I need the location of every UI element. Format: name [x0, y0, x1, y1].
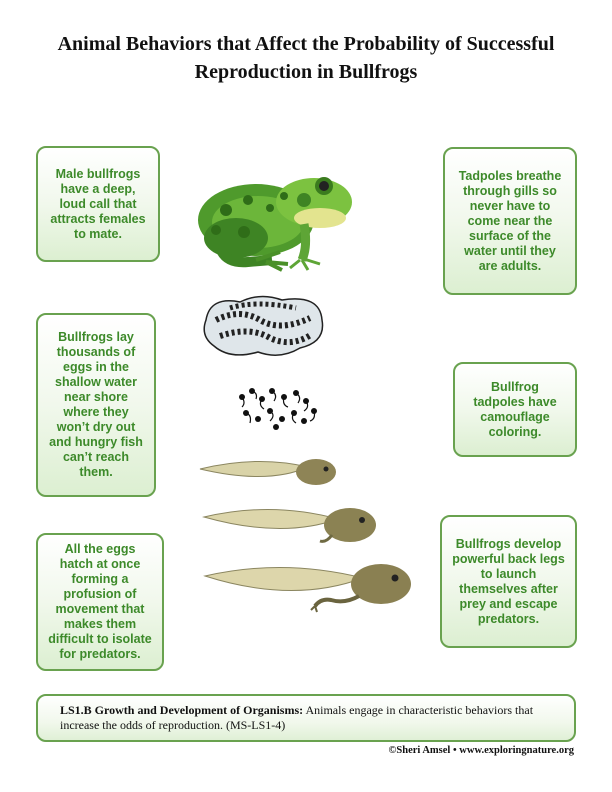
credit-line: ©Sheri Amsel • www.exploringnature.org — [388, 745, 574, 756]
box-male-call: Male bullfrogs have a deep, loud call that attracts females to mate. — [36, 146, 160, 262]
standard-box — [36, 694, 576, 742]
box-tadpole-camo: Bullfrog tadpoles have camouflage coloring. — [453, 362, 577, 457]
box-eggs-hatch: All the eggs hatch at once forming a profusion of movement that makes them difficult to isolate for predators. — [36, 533, 164, 671]
tadpole-small-illustration — [198, 455, 338, 489]
title-line-2: Reproduction in Bullfrogs — [194, 61, 418, 83]
tadpole-legs-illustration — [203, 558, 413, 614]
tadpole-medium-illustration — [202, 503, 378, 547]
box-back-legs: Bullfrogs develop powerful back legs to launch themselves after prey and escape predators. — [440, 515, 577, 648]
title-line-1: Animal Behaviors that Affect the Probability of Successful — [57, 33, 555, 55]
egg-mass-illustration — [200, 290, 328, 360]
bullfrog-illustration — [196, 160, 366, 272]
hatchlings-illustration — [234, 385, 320, 431]
box-tadpole-gills: Tadpoles breathe through gills so never have to come near the surface of the water until they are adults. — [443, 147, 577, 295]
page-title — [0, 30, 612, 86]
standard-code-title: LS1.B Growth and Development of Organisms: — [60, 703, 304, 717]
box-eggs-shallow: Bullfrogs lay thousands of eggs in the shallow water near shore where they won’t dry out and hungry fish can’t reach them. — [36, 313, 156, 497]
standard-text: Animals engage in characteristic behaviors that increase the odds of reproduction. (MS-LS1-4) — [60, 703, 534, 732]
